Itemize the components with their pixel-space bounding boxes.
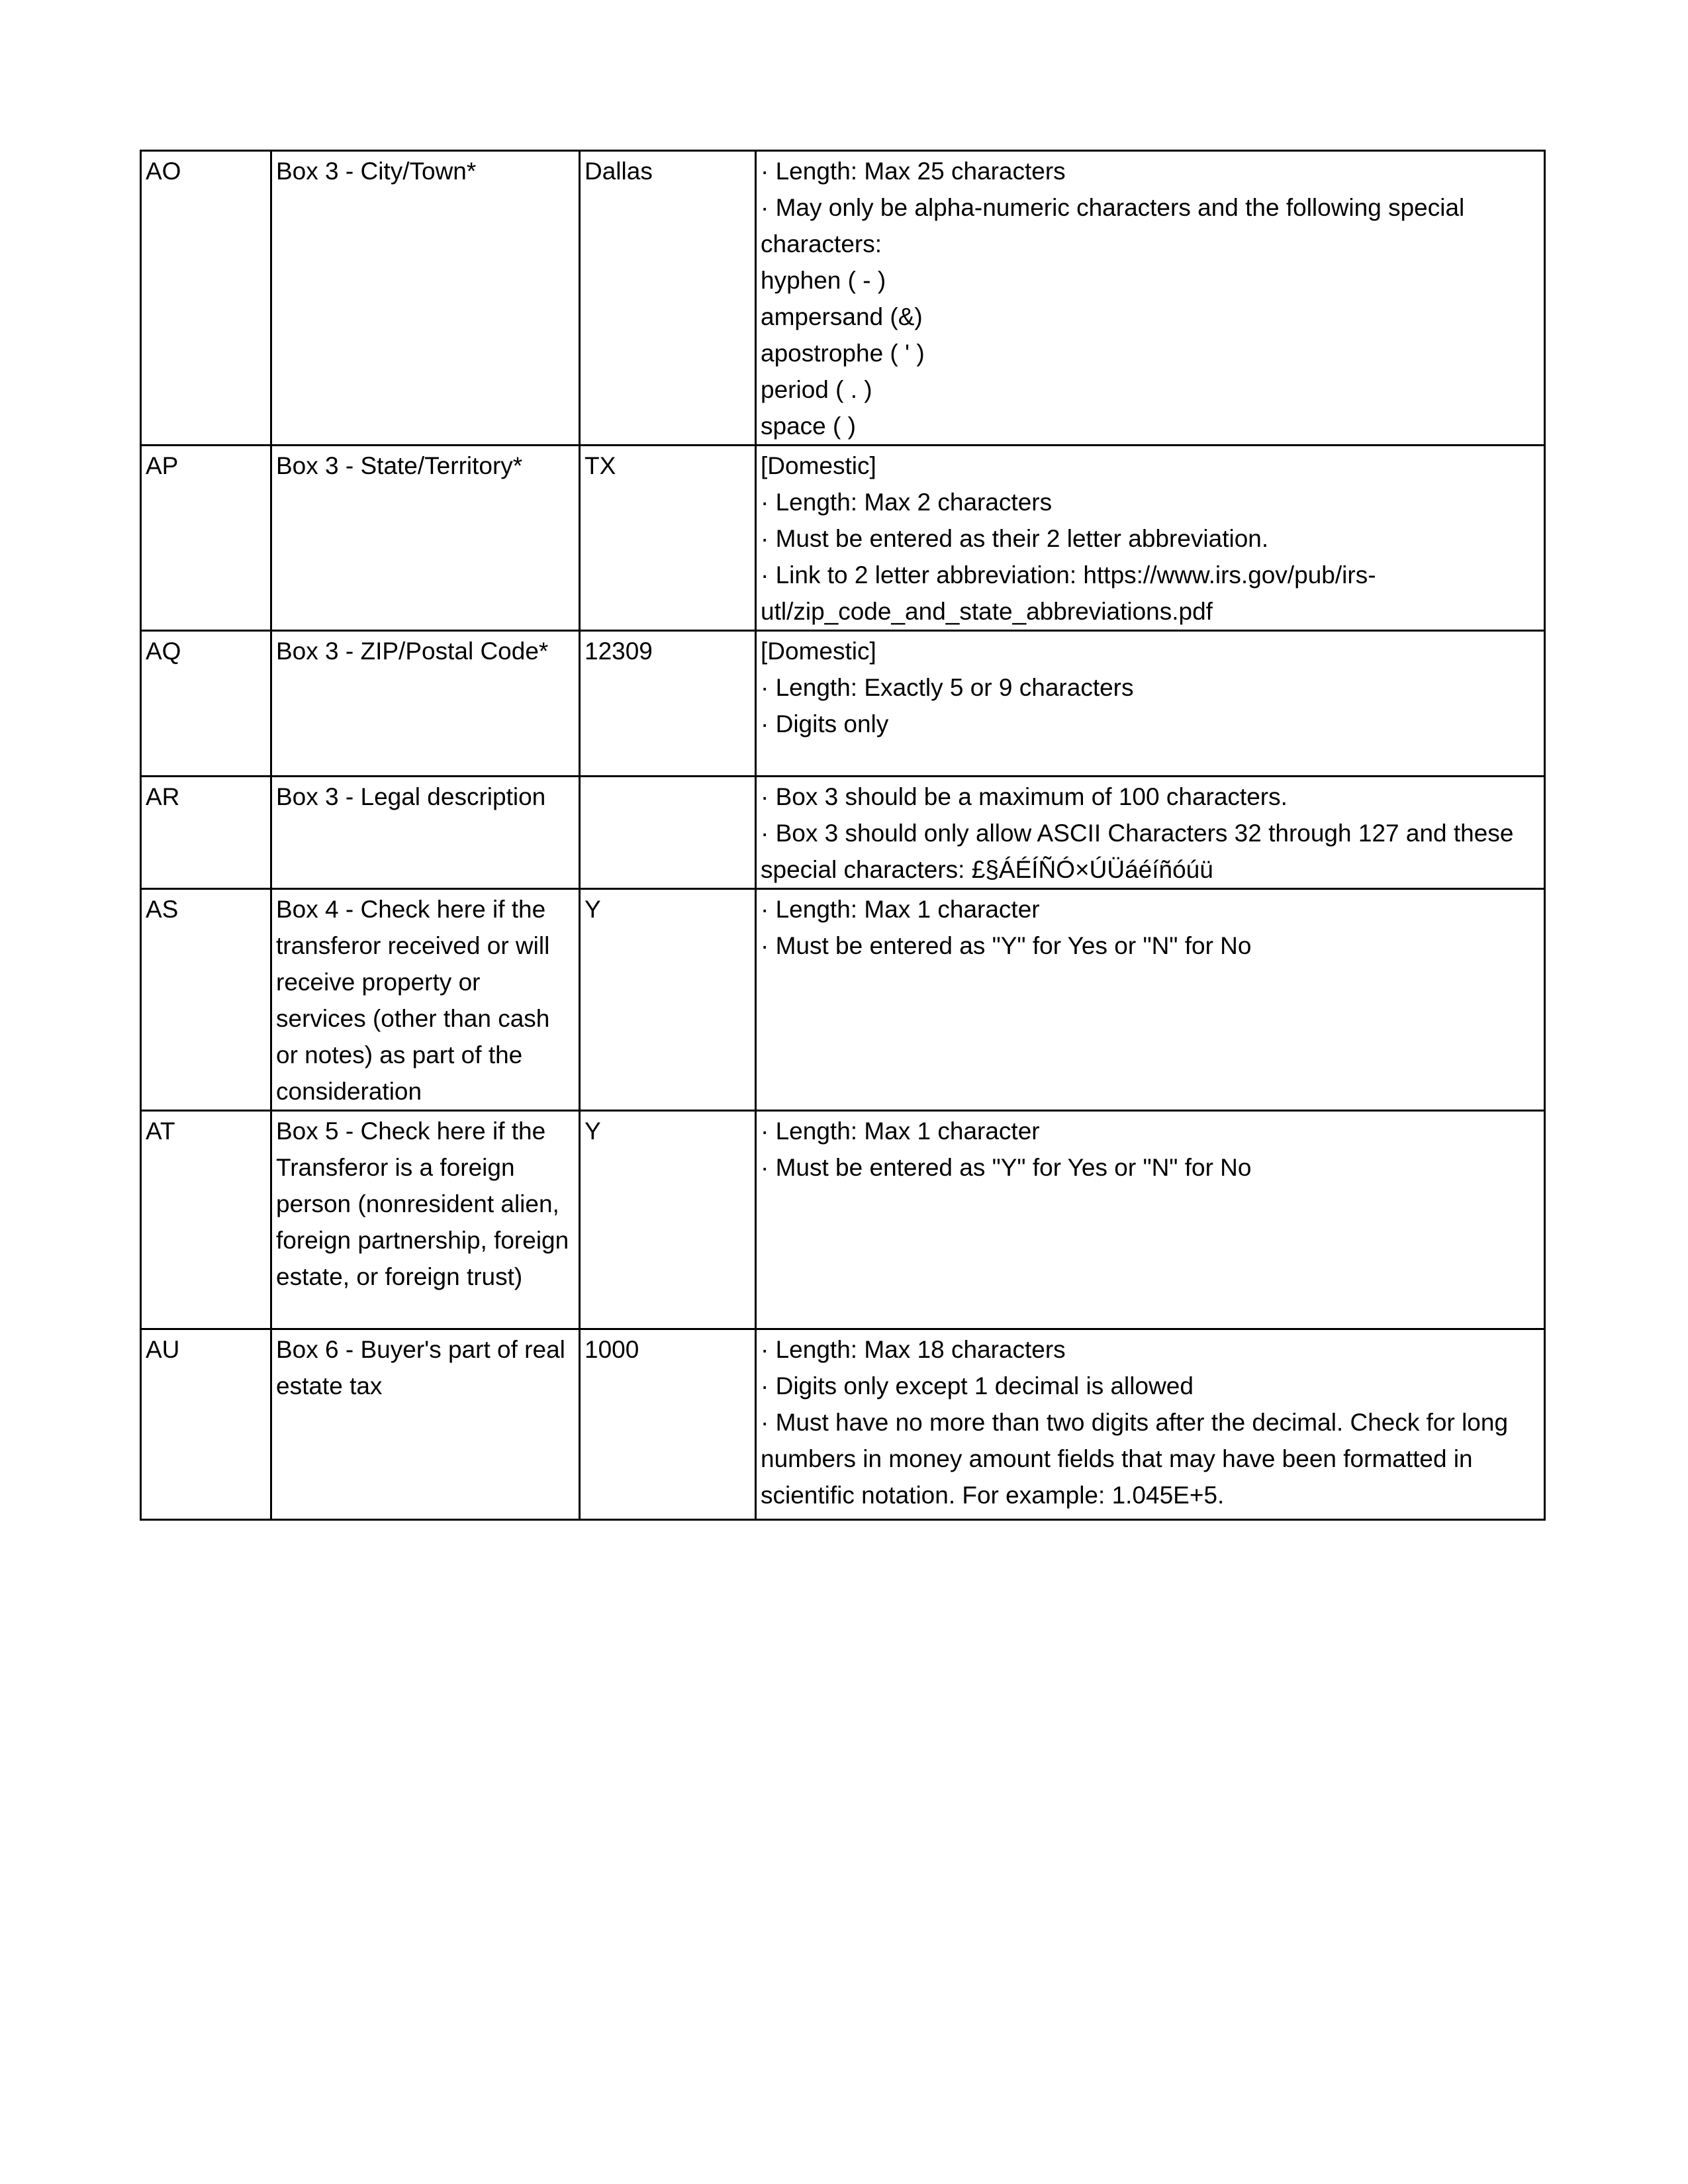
example-value-cell: Y [580,889,756,1111]
example-value-cell: 1000 [580,1329,756,1520]
rule-line: · Length: Max 18 characters [761,1336,1066,1363]
column-letter-cell: AO [141,151,271,446]
field-name-cell: Box 6 - Buyer's part of real estate tax [271,1329,580,1520]
rule-line: · Must be entered as "Y" for Yes or "N" for No [761,1154,1252,1181]
field-name-cell: Box 5 - Check here if the Transferor is a foreign person (nonresident alien, foreign partnership, foreign estate, or foreign trust) [271,1111,580,1329]
field-name-cell: Box 3 - ZIP/Postal Code* [271,631,580,777]
field-name-cell: Box 3 - State/Territory* [271,446,580,631]
rule-line: · Digits only [761,710,889,737]
rule-line: · Length: Max 25 characters [761,158,1066,185]
rule-line: · Digits only except 1 decimal is allowed [761,1372,1194,1400]
rule-line: · Link to 2 letter abbreviation: https://www.irs.gov/pub/irs-utl/zip_code_and_state_abbreviations.pdf [761,561,1376,625]
field-spec-table-body [141,151,1545,1520]
rule-line: [Domestic] [761,638,876,665]
column-letter-cell: AT [141,1111,271,1329]
rule-line: hyphen ( - ) [761,267,886,294]
rules-cell [756,631,1545,777]
column-letter-cell: AU [141,1329,271,1520]
table-row [141,777,1545,889]
rule-line: · May only be alpha-numeric characters and the following special characters: [761,194,1472,258]
rules-cell [756,1111,1545,1329]
table-row [141,1329,1545,1520]
rules-cell [756,777,1545,889]
rules-cell [756,446,1545,631]
table-row [141,631,1545,777]
rule-line: period ( . ) [761,376,872,403]
column-letter-cell: AS [141,889,271,1111]
field-spec-table [140,150,1546,1521]
rule-line: · Must have no more than two digits after the decimal. Check for long numbers in money amount fields that may have been formatted in scientific notation. For example: 1.045E+5. [761,1409,1515,1509]
rule-line: · Must be entered as their 2 letter abbreviation. [761,525,1269,552]
rule-line: · Box 3 should only allow ASCII Characters 32 through 127 and these special characters: £§ÁÉÍÑÓ×ÚÜáéíñóúü [761,820,1521,883]
example-value-cell: TX [580,446,756,631]
example-value-cell: Y [580,1111,756,1329]
example-value-cell [580,777,756,889]
field-name-cell: Box 4 - Check here if the transferor received or will receive property or services (other than cash or notes) as part of the consideration [271,889,580,1111]
rule-line: · Length: Max 1 character [761,896,1040,923]
rule-line: · Length: Max 1 character [761,1117,1040,1145]
table-row [141,151,1545,446]
rule-line: · Length: Exactly 5 or 9 characters [761,674,1134,701]
rules-cell [756,151,1545,446]
field-name-cell: Box 3 - Legal description [271,777,580,889]
rule-line: · Length: Max 2 characters [761,489,1053,516]
rule-line: ampersand (&) [761,303,923,330]
rules-cell [756,889,1545,1111]
rule-line: · Box 3 should be a maximum of 100 characters. [761,783,1288,810]
column-letter-cell: AR [141,777,271,889]
table-row [141,446,1545,631]
rules-cell [756,1329,1545,1520]
column-letter-cell: AP [141,446,271,631]
table-row [141,889,1545,1111]
column-letter-cell: AQ [141,631,271,777]
field-name-cell: Box 3 - City/Town* [271,151,580,446]
example-value-cell: 12309 [580,631,756,777]
rule-line: · Must be entered as "Y" for Yes or "N" for No [761,932,1252,959]
table-row [141,1111,1545,1329]
example-value-cell: Dallas [580,151,756,446]
rule-line: [Domestic] [761,452,876,479]
rule-line: apostrophe ( ' ) [761,340,925,367]
rule-line: space ( ) [761,412,856,440]
